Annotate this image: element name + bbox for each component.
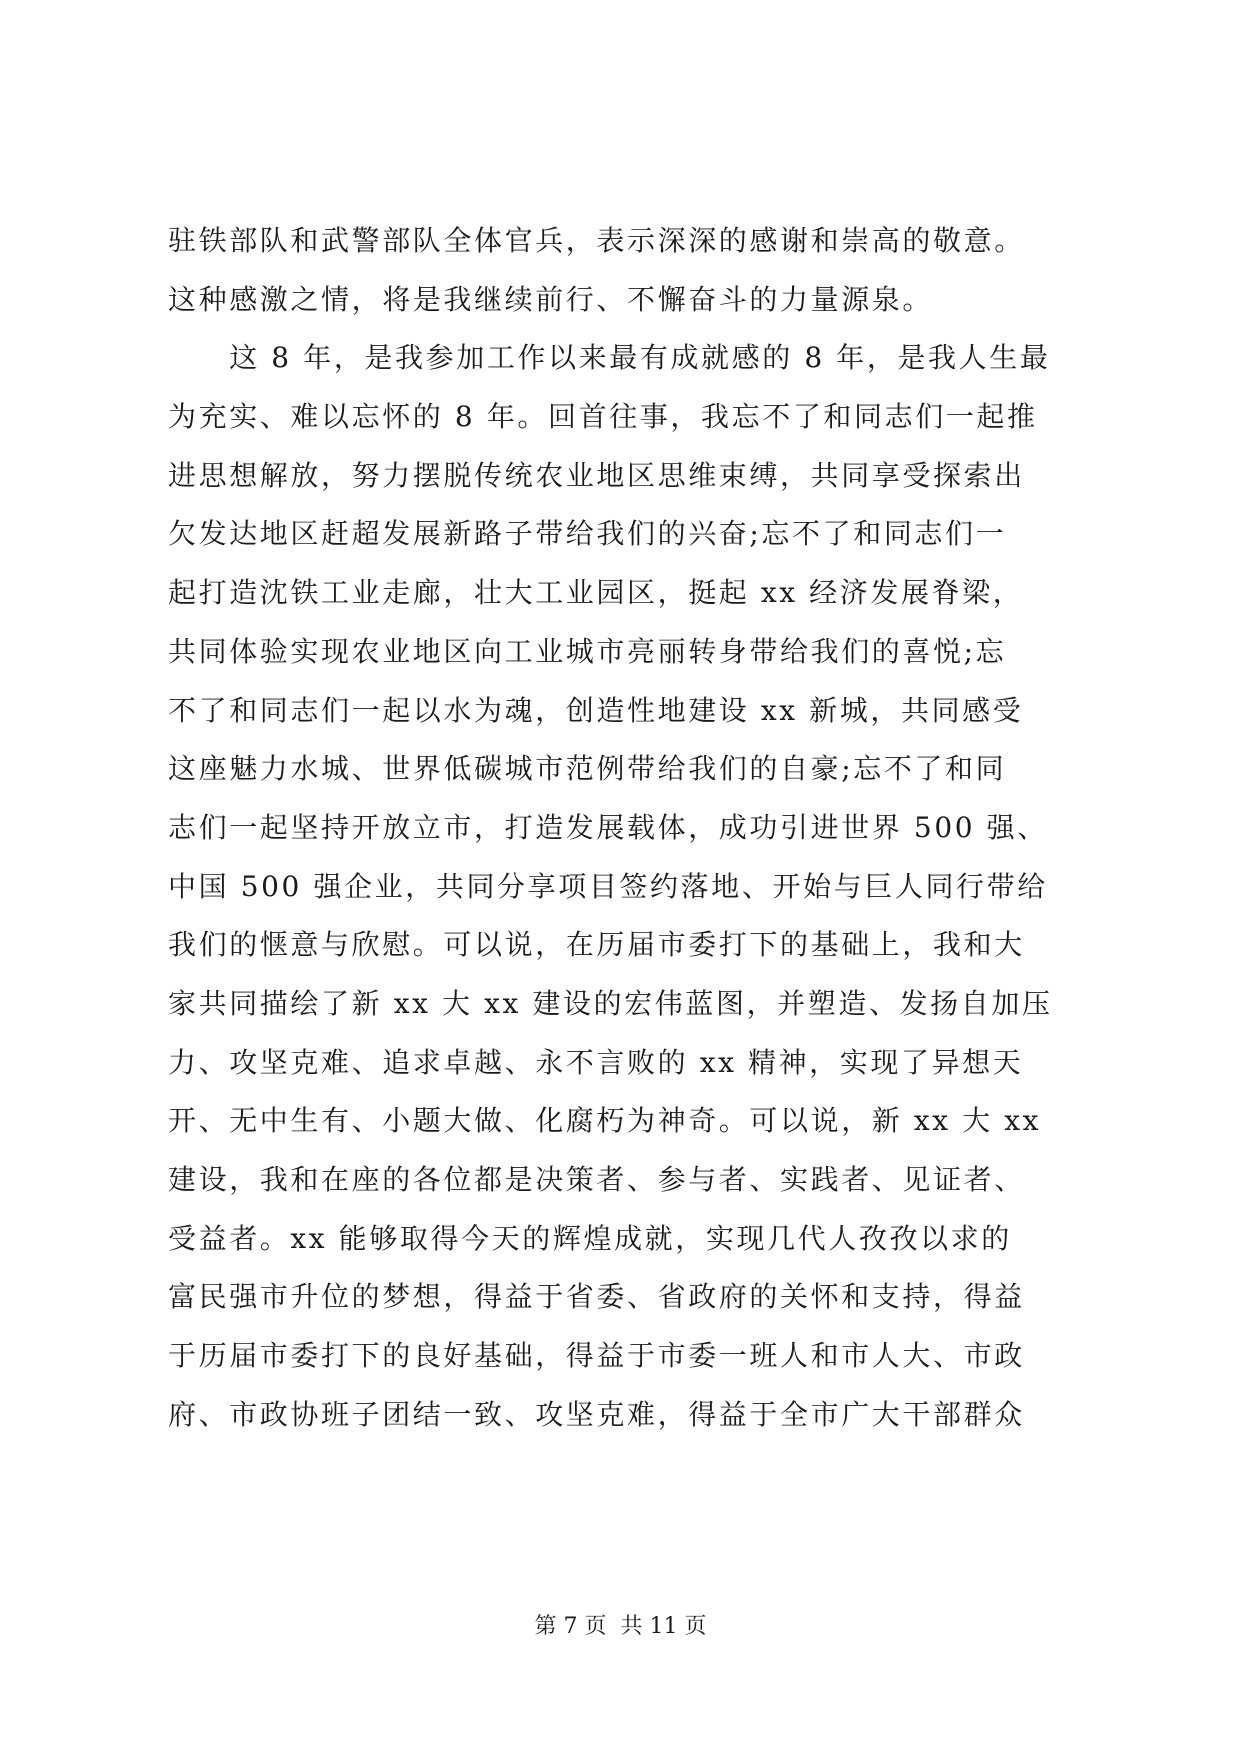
text-line: 受益者。xx 能够取得今天的辉煌成就，实现几代人孜孜以求的	[168, 1221, 1012, 1255]
text-line: 欠发达地区赶超发展新路子带给我们的兴奋;忘不了和同志们一	[168, 517, 1007, 551]
text-line: 开、无中生有、小题大做、化腐朽为神奇。可以说，新 xx 大 xx	[168, 1104, 1042, 1138]
text-line: 这 8 年，是我参加工作以来最有成就感的 8 年，是我人生最	[168, 341, 1051, 375]
page-footer	[0, 1612, 1241, 1642]
text-line: 力、攻坚克难、追求卓越、永不言败的 xx 精神，实现了异想天	[168, 1045, 1024, 1079]
text-line: 为充实、难以忘怀的 8 年。回首往事，我忘不了和同志们一起推	[168, 400, 1038, 434]
body-text	[168, 212, 1098, 1444]
text-line: 驻铁部队和武警部队全体官兵，表示深深的感谢和崇高的敬意。	[168, 224, 1025, 257]
text-line: 府、市政协班子团结一致、攻坚克难，得益于全市广大干部群众	[168, 1397, 1025, 1431]
text-line: 这种感激之情，将是我继续前行、不懈奋斗的力量源泉。	[168, 282, 934, 316]
text-line: 进思想解放，努力摆脱传统农业地区思维束缚，共同享受探索出	[168, 458, 1025, 492]
page-number: 第 7 页 共 11 页	[534, 1614, 707, 1639]
text-line: 起打造沈铁工业走廊，壮大工业园区，挺起 xx 经济发展脊梁，	[168, 576, 1024, 610]
text-line: 不了和同志们一起以水为魂，创造性地建设 xx 新城，共同感受	[168, 693, 1024, 727]
text-line: 我们的惬意与欣慰。可以说，在历届市委打下的基础上，我和大	[168, 928, 1025, 962]
text-line: 家共同描绘了新 xx 大 xx 建设的宏伟蓝图，并塑造、发扬自加压	[168, 986, 1053, 1020]
text-line: 建设，我和在座的各位都是决策者、参与者、实践者、见证者、	[168, 1163, 1025, 1196]
text-line: 富民强市升位的梦想，得益于省委、省政府的关怀和支持，得益	[168, 1280, 1025, 1314]
text-line: 共同体验实现农业地区向工业城市亮丽转身带给我们的喜悦;忘	[168, 634, 1007, 668]
text-line: 于历届市委打下的良好基础，得益于市委一班人和市人大、市政	[168, 1339, 1025, 1373]
text-line: 中国 500 强企业，共同分享项目签约落地、开始与巨人同行带给	[168, 869, 1048, 903]
text-line: 志们一起坚持开放立市，打造发展载体，成功引进世界 500 强、	[168, 810, 1048, 844]
text-line: 这座魅力水城、世界低碳城市范例带给我们的自豪;忘不了和同	[168, 752, 1007, 786]
